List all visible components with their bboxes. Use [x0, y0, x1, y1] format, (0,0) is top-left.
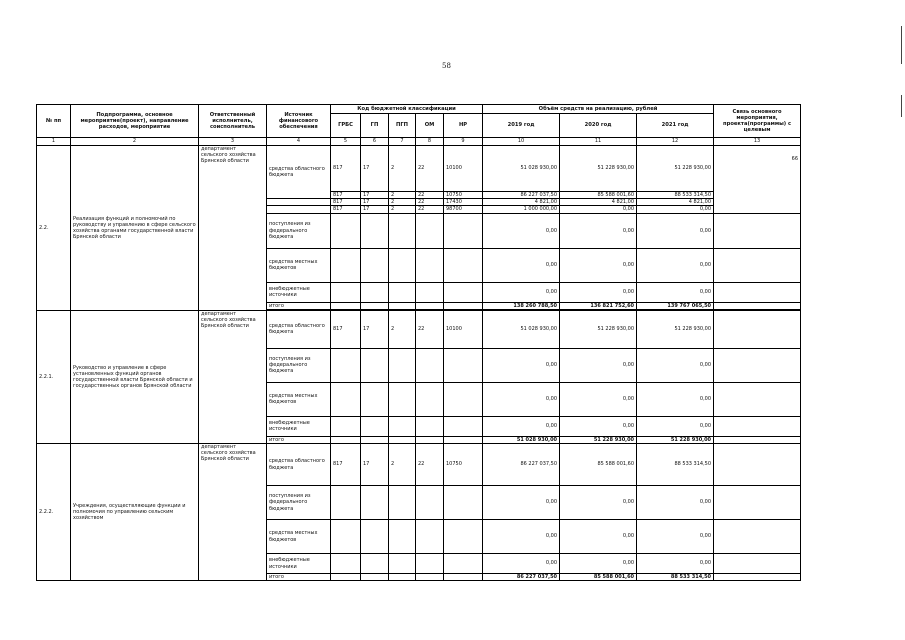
row-executor: департамент сельского хозяйства Брянской области: [199, 444, 267, 581]
table-row: [37, 444, 801, 486]
cell-grbs: 817: [331, 206, 361, 213]
cell-2020: 85 588 001,60: [560, 574, 637, 581]
header-link: Связь основного мероприятия, проекта(программы) с целевым: [714, 105, 801, 138]
source-total: итого: [267, 574, 331, 581]
cell-2020: 4 821,00: [560, 199, 637, 206]
cell-grbs: 817: [331, 310, 361, 348]
header-num: № пп: [37, 105, 71, 138]
cell-2021: 51 228 930,00: [637, 310, 714, 348]
source-regional: средства областного бюджета: [267, 444, 331, 486]
cell-gp: 17: [361, 206, 389, 213]
header-budget-code: Код бюджетной классификации: [331, 105, 483, 114]
colnum: 8: [416, 138, 444, 146]
table-row: [37, 310, 801, 348]
colnum: 1: [37, 138, 71, 146]
source-local: средства местных бюджетов: [267, 248, 331, 282]
cell-nr: 10750: [444, 192, 483, 199]
cell-2019: 0,00: [483, 554, 560, 574]
header-nr: НР: [444, 114, 483, 138]
cell-om: 22: [416, 444, 444, 486]
cell-pgp: 2: [389, 444, 416, 486]
scan-edge-mark: [901, 26, 902, 64]
colnum: 11: [560, 138, 637, 146]
cell-2021: 4 821,00: [637, 199, 714, 206]
cell-gp: 17: [361, 199, 389, 206]
cell-gp: 17: [361, 192, 389, 199]
cell-2021: 88 533 314,50: [637, 192, 714, 199]
cell-2021: 0,00: [637, 520, 714, 554]
cell-pgp: 2: [389, 310, 416, 348]
header-om: ОМ: [416, 114, 444, 138]
cell-grbs: 817: [331, 444, 361, 486]
cell-2019: 0,00: [483, 213, 560, 248]
cell-2019: 86 227 037,50: [483, 574, 560, 581]
cell-2020: 0,00: [560, 554, 637, 574]
row-program-name: Реализация функций и полномочий по руководству и управлению в сфере сельского хозяйства органами государственной власти Брянской области: [71, 146, 199, 311]
cell-2020: 0,00: [560, 348, 637, 382]
source-local: средства местных бюджетов: [267, 520, 331, 554]
column-number-row: [37, 138, 801, 146]
cell-om: 22: [416, 199, 444, 206]
cell-grbs: 817: [331, 199, 361, 206]
cell-2020: 0,00: [560, 416, 637, 436]
cell-2020: 136 821 752,60: [560, 302, 637, 309]
cell-2020: 0,00: [560, 486, 637, 520]
cell-gp: 17: [361, 146, 389, 192]
source-regional: средства областного бюджета: [267, 146, 331, 199]
cell-2019: 0,00: [483, 486, 560, 520]
scan-edge-mark: [901, 95, 902, 117]
header-gp: ГП: [361, 114, 389, 138]
row-program-name: Руководство и управление в сфере установленных функций органов государственной власти Брянской области и государственных органов Брянской области: [71, 310, 199, 443]
row-number: 2.2.1.: [37, 310, 71, 443]
header-program: Подпрограмма, основное мероприятие(проект), направление расходов, мероприятие: [71, 105, 199, 138]
budget-table: [36, 104, 801, 581]
cell-pgp: 2: [389, 192, 416, 199]
row-program-name: Учреждения, осуществляющие функции и полномочия по управлению сельским хозяйством: [71, 444, 199, 581]
cell-2020: 85 588 001,60: [560, 444, 637, 486]
cell-2020: 0,00: [560, 520, 637, 554]
cell-2021: 0,00: [637, 348, 714, 382]
cell-2019: 4 821,00: [483, 199, 560, 206]
cell-2019: 0,00: [483, 248, 560, 282]
colnum: 2: [71, 138, 199, 146]
table-row: [37, 146, 801, 192]
header-volume: Объём средств на реализацию, рублей: [483, 105, 714, 114]
header-2020: 2020 год: [560, 114, 637, 138]
source-blank: [267, 199, 331, 206]
cell-2021: 0,00: [637, 282, 714, 302]
cell-gp: 17: [361, 310, 389, 348]
cell-2021: 0,00: [637, 382, 714, 416]
colnum: 10: [483, 138, 560, 146]
cell-om: 22: [416, 206, 444, 213]
cell-2021: 0,00: [637, 554, 714, 574]
cell-2021: 51 228 930,00: [637, 436, 714, 443]
cell-2021: 0,00: [637, 213, 714, 248]
cell-nr: 17430: [444, 199, 483, 206]
row-number: 2.2.2.: [37, 444, 71, 581]
row-number: 2.2.: [37, 146, 71, 311]
cell-2021: 51 228 930,00: [637, 146, 714, 192]
cell-nr: 10100: [444, 310, 483, 348]
colnum: 13: [714, 138, 801, 146]
cell-2021: 0,00: [637, 206, 714, 213]
header-pgp: ПГП: [389, 114, 416, 138]
cell-nr: 98700: [444, 206, 483, 213]
cell-link: 66: [714, 146, 801, 214]
row-executor: департамент сельского хозяйства Брянской области: [199, 310, 267, 443]
cell-2019: 0,00: [483, 520, 560, 554]
colnum: 3: [199, 138, 267, 146]
cell-2020: 0,00: [560, 382, 637, 416]
cell-2020: 0,00: [560, 213, 637, 248]
source-extra: внебюджетные источники: [267, 554, 331, 574]
colnum: 6: [361, 138, 389, 146]
header-source: Источник финансового обеспечения: [267, 105, 331, 138]
cell-nr: 10100: [444, 146, 483, 192]
cell-2021: 0,00: [637, 248, 714, 282]
cell-2020: 0,00: [560, 206, 637, 213]
colnum: 9: [444, 138, 483, 146]
header-2021: 2021 год: [637, 114, 714, 138]
cell-2019: 51 028 930,00: [483, 310, 560, 348]
cell-pgp: 2: [389, 199, 416, 206]
header-2019: 2019 год: [483, 114, 560, 138]
cell-2019: 86 227 037,50: [483, 444, 560, 486]
colnum: 7: [389, 138, 416, 146]
colnum: 12: [637, 138, 714, 146]
source-blank: [267, 206, 331, 213]
cell-2019: 0,00: [483, 382, 560, 416]
header-grbs: ГРБС: [331, 114, 361, 138]
cell-2021: 0,00: [637, 416, 714, 436]
cell-gp: 17: [361, 444, 389, 486]
cell-2019: 51 028 930,00: [483, 146, 560, 192]
cell-2019: 86 227 037,50: [483, 192, 560, 199]
cell-om: 22: [416, 310, 444, 348]
source-total: итого: [267, 302, 331, 309]
cell-2020: 0,00: [560, 282, 637, 302]
cell-2019: 0,00: [483, 348, 560, 382]
cell-grbs: 817: [331, 146, 361, 192]
cell-2020: 85 588 001,60: [560, 192, 637, 199]
source-extra: внебюджетные источники: [267, 416, 331, 436]
cell-2019: 0,00: [483, 416, 560, 436]
cell-2021: 88 533 314,50: [637, 444, 714, 486]
cell-2020: 0,00: [560, 248, 637, 282]
cell-2020: 51 228 930,00: [560, 310, 637, 348]
cell-2021: 0,00: [637, 486, 714, 520]
cell-2019: 138 260 788,50: [483, 302, 560, 309]
source-extra: внебюджетные источники: [267, 282, 331, 302]
cell-pgp: 2: [389, 146, 416, 192]
cell-nr: 10750: [444, 444, 483, 486]
cell-2021: 139 767 065,50: [637, 302, 714, 309]
cell-2020: 51 228 930,00: [560, 436, 637, 443]
source-local: средства местных бюджетов: [267, 382, 331, 416]
header-executor: Ответственный исполнитель, соисполнитель: [199, 105, 267, 138]
source-federal: поступления из федерального бюджета: [267, 348, 331, 382]
cell-2019: 1 000 000,00: [483, 206, 560, 213]
cell-pgp: 2: [389, 206, 416, 213]
source-regional: средства областного бюджета: [267, 310, 331, 348]
cell-2021: 88 533 314,50: [637, 574, 714, 581]
cell-2019: 0,00: [483, 282, 560, 302]
source-total: итого: [267, 436, 331, 443]
cell-om: 22: [416, 192, 444, 199]
source-federal: поступления из федерального бюджета: [267, 213, 331, 248]
source-federal: поступления из федерального бюджета: [267, 486, 331, 520]
page-number: 58: [442, 62, 451, 70]
cell-om: 22: [416, 146, 444, 192]
colnum: 5: [331, 138, 361, 146]
cell-2019: 51 028 930,00: [483, 436, 560, 443]
cell-2020: 51 228 930,00: [560, 146, 637, 192]
row-executor: департамент сельского хозяйства Брянской области: [199, 146, 267, 311]
cell-grbs: 817: [331, 192, 361, 199]
colnum: 4: [267, 138, 331, 146]
